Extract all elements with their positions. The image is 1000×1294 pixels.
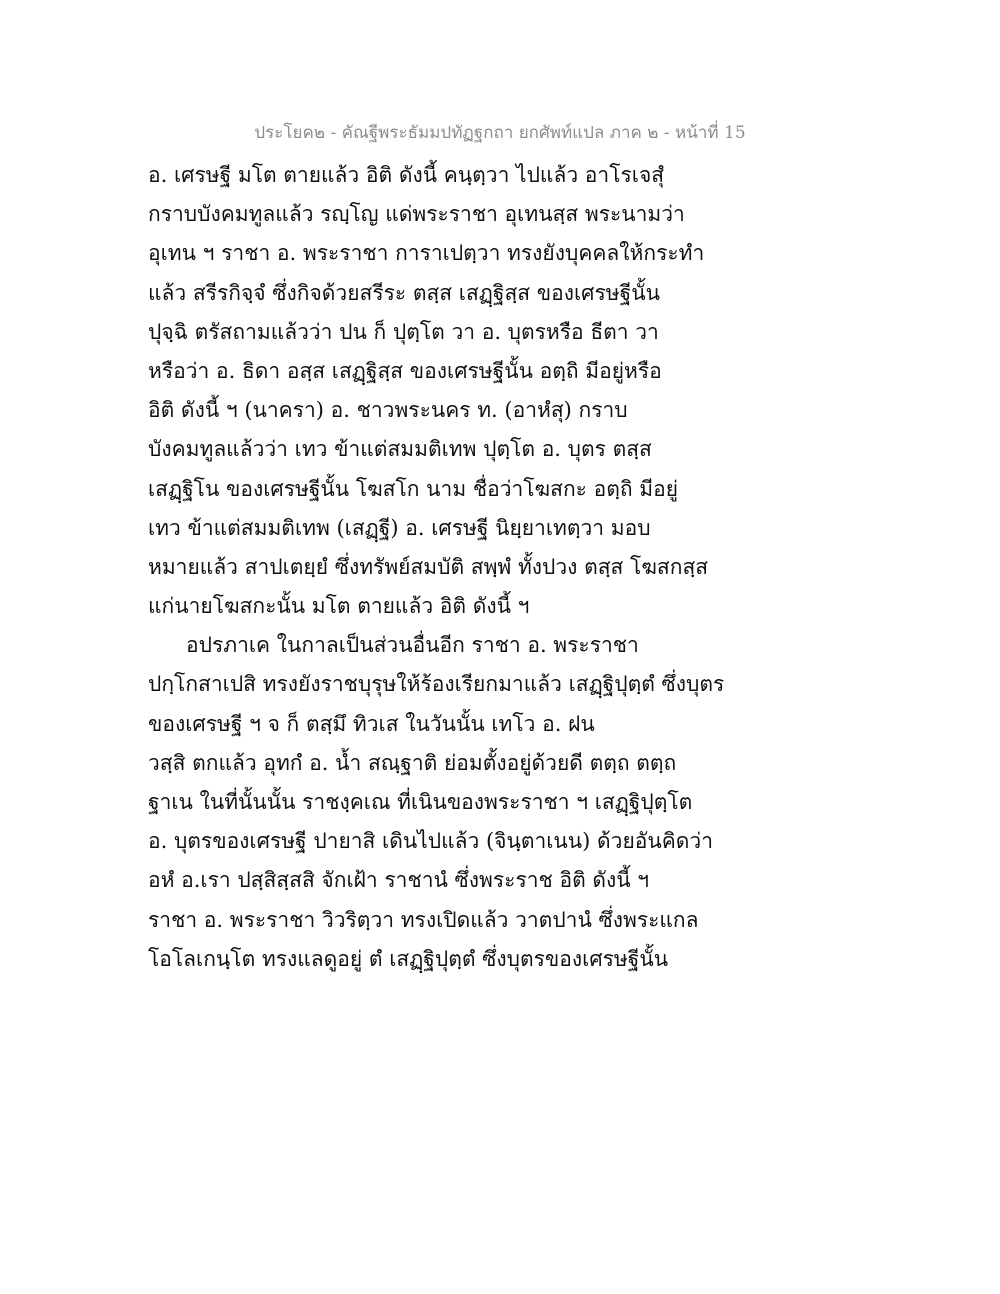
text-line: อุเทน ฯ ราชา อ. พระราชา การาเปตฺวา ทรงยังบุคคลให้กระทำ (148, 241, 705, 266)
text-line: อ. เศรษฐี มโต ตายแล้ว อิติ ดังนี้ คนฺตฺวา ไปแล้ว อาโรเจสุํ (148, 163, 665, 187)
text-line: ฐาเน ในที่นั้นนั้น ราชงฺคเณ ที่เนินของพระราชา ฯ เสฏฺฐิปุตฺโต (148, 790, 693, 814)
text-line: อหํ อ.เรา ปสฺสิสฺสสิ จักเฝ้า ราชานํ ซึ่งพระราช อิติ ดังนี้ ฯ (148, 868, 650, 893)
text-line: ปุจฺฉิ ตรัสถามแล้วว่า ปน ก็ ปุตฺโต วา อ. บุตรหรือ ธีตา วา (148, 319, 659, 344)
text-line: บังคมทูลแล้วว่า เทว ข้าแต่สมมติเทพ ปุตฺโต อ. บุตร ตสฺส (148, 437, 652, 462)
text-line: หมายแล้ว สาปเตยฺยํ ซึ่งทรัพย์สมบัติ สพฺพํ ทั้งปวง ตสฺส โฆสกสฺส (148, 554, 709, 579)
text-line: ราชา อ. พระราชา วิวริตฺวา ทรงเปิดแล้ว วาตปานํ ซึ่งพระแกล (148, 907, 699, 932)
text-line: โอโลเกนฺโต ทรงแลดูอยู่ ตํ เสฏฺฐิปุตฺตํ ซึ่งบุตรของเศรษฐีนั้น (148, 946, 669, 971)
text-line: ของเศรษฐี ฯ จ ก็ ตสฺมึ ทิวเส ในวันนั้น เทโว อ. ฝน (148, 711, 595, 736)
text-line: กราบบังคมทูลแล้ว รญฺโญ แด่พระราชา อุเทนสฺส พระนามว่า (148, 202, 685, 227)
body-text (148, 156, 848, 979)
paragraph-start-line: อปรภาเค ในกาลเป็นส่วนอื่นอีก ราชา อ. พระราชา (186, 633, 639, 658)
text-line: แล้ว สรีรกิจฺจํ ซึ่งกิจด้วยสรีระ ตสฺส เสฏฺฐิสฺส ของเศรษฐีนั้น (148, 280, 660, 305)
running-header: ประโยค๒ - คัณฐีพระธัมมปทัฏฐกถา ยกศัพท์แปล ภาค ๒ - หน้าที่ 15 (254, 123, 746, 143)
text-line: วสฺสิ ตกแล้ว อุทกํ อ. น้ำ สณฺฐาติ ย่อมตั้งอยู่ด้วยดี ตตฺถ ตตฺถ (148, 750, 677, 775)
text-line: แก่นายโฆสกะนั้น มโต ตายแล้ว อิติ ดังนี้ ฯ (148, 594, 530, 619)
text-line: หรือว่า อ. ธิดา อสฺส เสฏฺฐิสฺส ของเศรษฐีนั้น อตฺถิ มีอยู่หรือ (148, 358, 662, 383)
text-line: ปกฺโกสาเปสิ ทรงยังราชบุรุษให้ร้องเรียกมาแล้ว เสฏฺฐิปุตฺตํ ซึ่งบุตร (148, 672, 725, 697)
text-line: อ. บุตรของเศรษฐี ปายาสิ เดินไปแล้ว (จินฺตาเนน) ด้วยอันคิดว่า (148, 829, 713, 854)
text-line: เสฏฺฐิโน ของเศรษฐีนั้น โฆสโก นาม ชื่อว่าโฆสกะ อตฺถิ มีอยู่ (148, 476, 679, 501)
text-line: เทว ข้าแต่สมมติเทพ (เสฏฺฐี) อ. เศรษฐี นิยฺยาเทตฺวา มอบ (148, 515, 651, 540)
text-line: อิติ ดังนี้ ฯ (นาครา) อ. ชาวพระนคร ท. (อาหํสุ) กราบ (148, 398, 628, 423)
